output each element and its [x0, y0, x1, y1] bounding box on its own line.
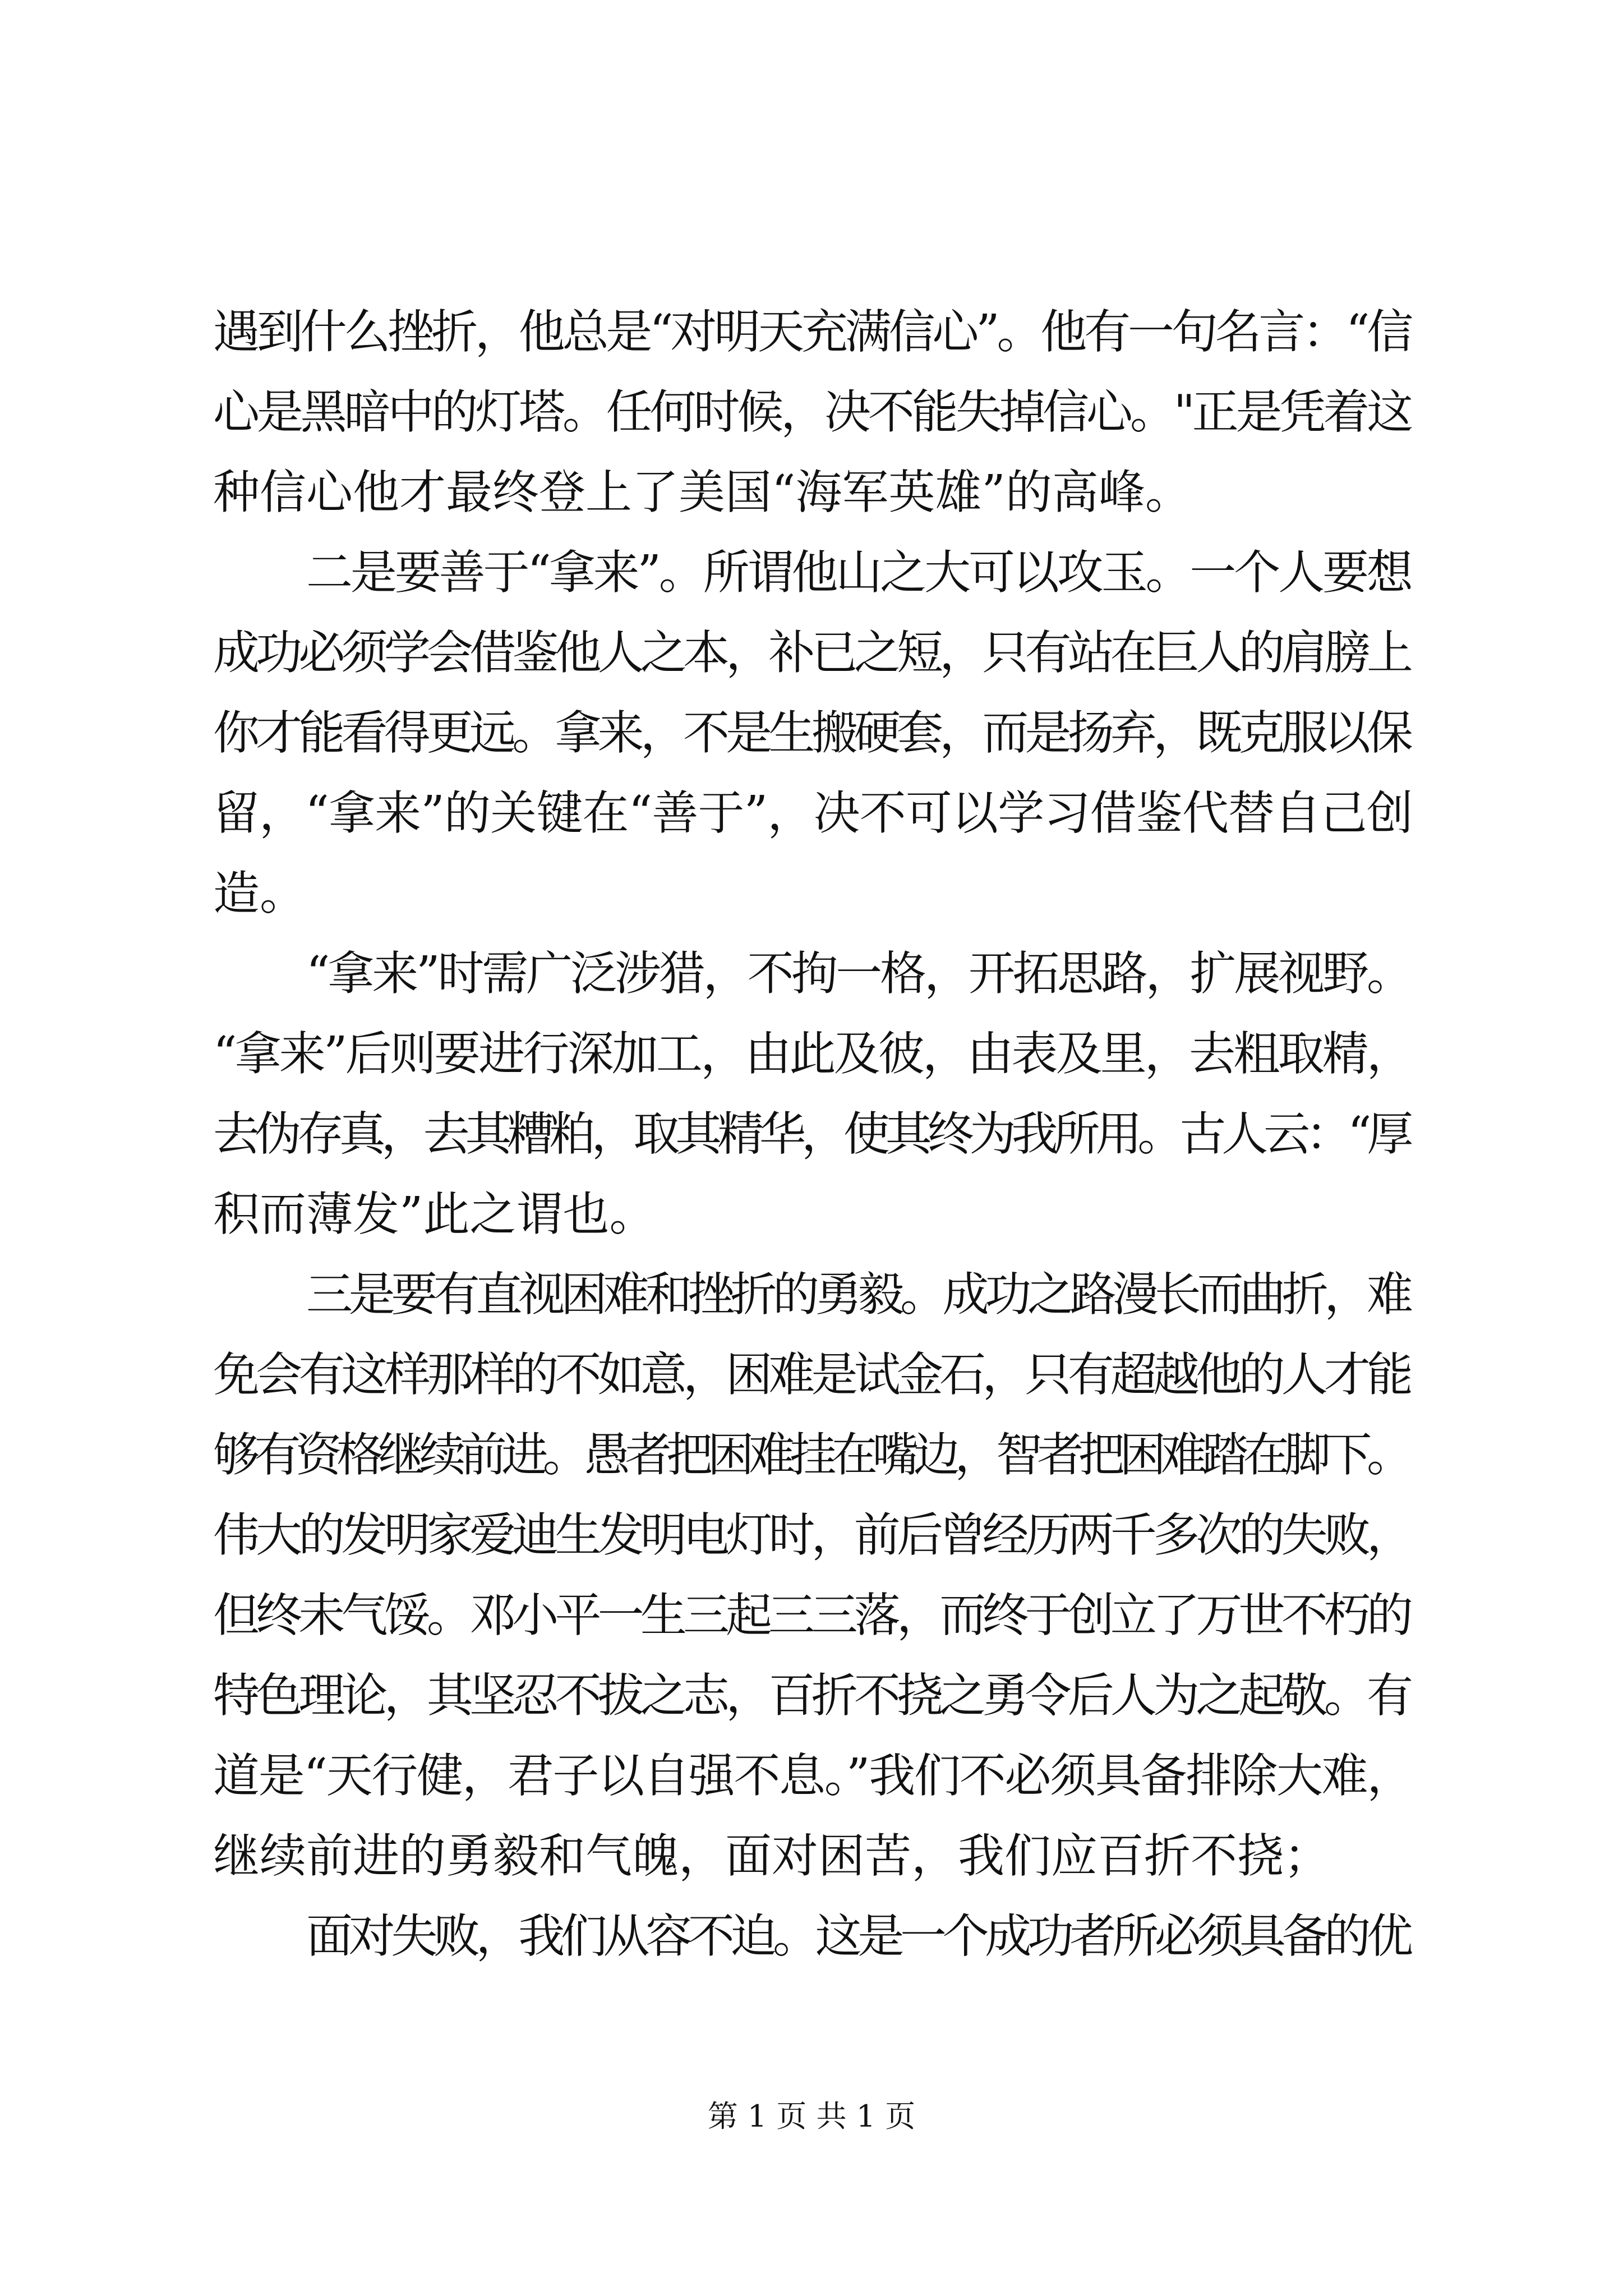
- text-line: 但终未气馁。邓小平一生三起三三落，而终于创立了万世不朽的: [213, 1588, 1410, 1642]
- text-line: 积而薄发”此之谓也。: [213, 1187, 656, 1241]
- text-line: 二是要善于“拿来”。所谓他山之大可以攻玉。一个人要想: [306, 545, 1411, 600]
- text-line: 成功必须学会借鉴他人之本，补已之短，只有站在巨人的肩膀上: [213, 625, 1410, 680]
- text-line: 去伪存真，去其糟粕，取其精华，使其终为我所用。古人云：“厚: [213, 1107, 1409, 1161]
- text-line: 特色理论，其坚忍不拔之志，百折不挠之勇令后人为之起敬。有: [213, 1668, 1410, 1723]
- text-line: “拿来”后则要进行深加工，由此及彼，由表及里，去粗取精，: [213, 1027, 1412, 1081]
- body-text: [213, 292, 1413, 1976]
- text-line: 面对失败，我们从容不迫。这是一个成功者所必须具备的优: [306, 1909, 1409, 1963]
- text-line: 心是黑暗中的灯塔。任何时候，决不能失掉信心。"正是凭着这: [213, 385, 1411, 439]
- text-line: 伟大的发明家爱迪生发明电灯时，前后曾经历两千多次的失败，: [213, 1508, 1410, 1562]
- text-line: 你才能看得更远。拿来，不是生搬硬套，而是扬弃，既克服以保: [213, 706, 1410, 760]
- text-line: 继续前进的勇毅和气魄，面对困苦，我们应百折不挠；: [213, 1829, 1330, 1883]
- page-footer: 第 1 页 共 1 页: [707, 2099, 916, 2134]
- text-line: 三是要有直视困难和挫折的勇毅。成功之路漫长而曲折，难: [306, 1267, 1409, 1322]
- text-line: “拿来”时需广泛涉猎，不拘一格，开拓思路，扩展视野。: [306, 946, 1411, 1001]
- text-line: 留，“拿来”的关键在“善于”，决不可以学习借鉴代替自己创: [213, 786, 1413, 840]
- text-line: 够有资格继续前进。愚者把困难挂在嘴边，智者把困难踏在脚下。: [213, 1428, 1408, 1482]
- text-line: 造。: [213, 866, 306, 921]
- text-line: 道是“天行健，君子以自强不息。”我们不必须具备排除大难，: [213, 1749, 1413, 1803]
- text-line: 遇到什么挫折，他总是“对明天充满信心”。他有一句名言：“信: [213, 305, 1411, 359]
- text-line: 免会有这样那样的不如意，困难是试金石，只有超越他的人才能: [213, 1347, 1410, 1402]
- text-line: 种信心他才最终登上了美国“海军英雄”的高峰。: [213, 465, 1192, 519]
